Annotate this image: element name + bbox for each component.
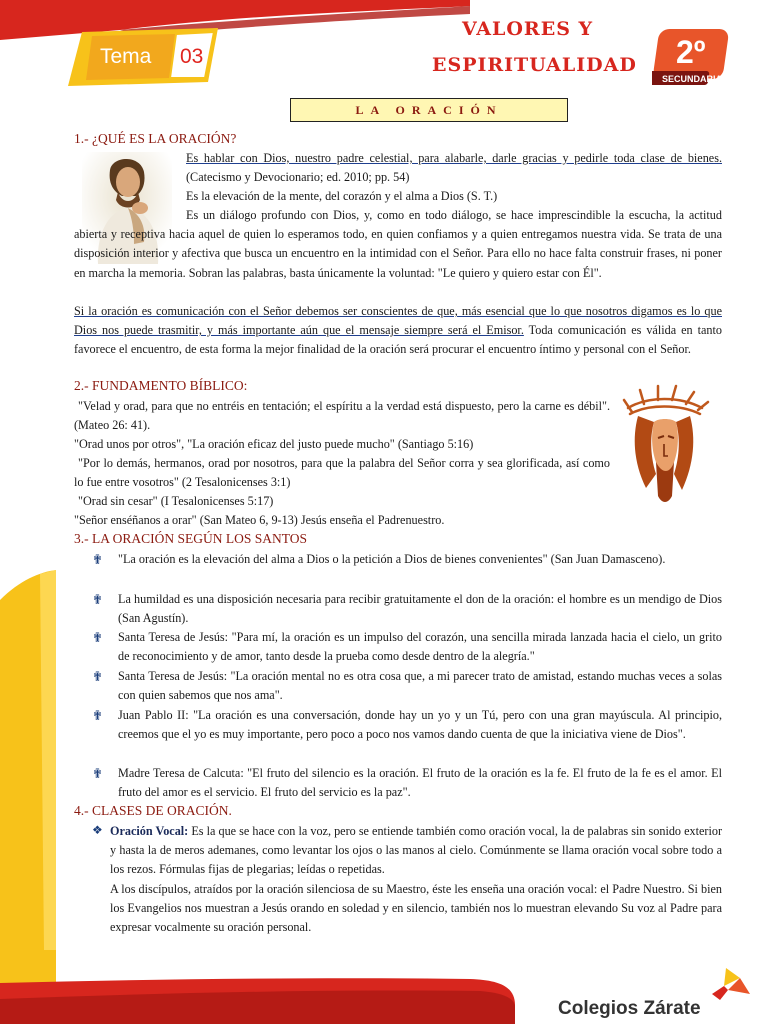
bible-quote-5: "Señor enséñanos a orar" (San Mateo 6, 9-13) Jesús enseña el Padrenuestro.: [74, 513, 445, 527]
cross-bullet-icon: ✟: [92, 630, 103, 645]
bible-quote-3: "Por lo demás, hermanos, orad por nosotros, para que la palabra del Señor corra y sea glorificada, así como lo fue entre vosotros" (2 Tesalonicenses 3:1): [74, 456, 610, 490]
saint-quote-1: "La oración es la elevación del alma a Dios o la petición a Dios de bienes convenientes" (San Juan Damasceno).: [118, 552, 666, 566]
footer-red-band: [0, 975, 520, 1024]
bible-quote-4: "Orad sin cesar" (I Tesalonicenses 5:17): [78, 494, 274, 508]
definition-1-underlined: Es hablar con Dios, nuestro padre celestial, para alabarle, darle gracias y pedirle toda clase de bienes.: [186, 151, 722, 165]
bible-quote-2: "Orad unos por otros", "La oración eficaz del justo puede mucho" (Santiago 5:16): [74, 437, 474, 451]
grade-level: SECUNDARIA: [662, 74, 723, 84]
cross-bullet-icon: ✟: [92, 766, 103, 781]
bible-quote-1: "Velad y orad, para que no entréis en tentación; el espíritu a la verdad está dispuesto, pero la carne es débil". (Mateo 26: 41).: [74, 399, 610, 433]
vocal-prayer-paragraph-2: A los discípulos, atraídos por la oración silenciosa de su Maestro, éste les enseña una oración vocal: el Padre Nuestro. Si bien los Evangelios nos muestran a Jesús orando en soledad y en silencio, también nos lo muestran elevando Su voz al Padre para expresar vocalmente su oración personal.: [110, 882, 722, 935]
saint-quote-2: La humildad es una disposición necesaria para recibir gratuitamente el don de la oración: el hombre es un mendigo de Dios (San Agustín).: [118, 592, 722, 626]
saint-quote-3: Santa Teresa de Jesús: "Para mí, la oración es un impulso del corazón, una sencilla mirada lanzada hacia el cielo, un grito de reconocimiento y de amor, tanto desde la prueba como desde dentro de la alegría.": [118, 630, 722, 664]
definition-4-underlined: Si la oración es comunicación con el Señor debemos ser conscientes de que, más esencial que lo que nosotros digamos es lo que Dios nos puede trasmitir, y más importante aún que el mensaje siempre será el Emisor.: [74, 304, 722, 338]
cross-bullet-icon: ✟: [92, 552, 103, 567]
definition-4-rest: Toda comunicación es válida en tanto favorece el encuentro, de esta forma la mejor finalidad de la oración será procurar el encuentro íntimo y personal con el Señor.: [74, 323, 722, 357]
subject-title-line2: ESPIRITUALIDAD: [432, 54, 637, 76]
cross-bullet-icon: ✟: [92, 708, 103, 723]
saint-quote-4: Santa Teresa de Jesús: "La oración mental no es otra cosa que, a mi parecer trato de amistad, estando muchas veces a solas con quien sabemos que nos ama".: [118, 669, 722, 703]
definition-3: Es un diálogo profundo con Dios, y, como en todo diálogo, se hace imprescindible la escucha, la actitud abierta y receptiva hacia aquel de quien lo esperamos todo, en quien confiamos y a quien entregamos nuestra vida. Se trata de una disposición interior y afectiva que busca un encuentro en la intimidad con el Señor. Para ello no hace falta construir frases, ni poner en marcha la memoria. Sobran las palabras, basta únicamente la voluntad: "Le quiero y quiero estar con Él".: [74, 208, 722, 280]
vocal-prayer-term: Oración Vocal:: [110, 824, 189, 838]
left-yellow-band: [0, 570, 60, 1024]
grade-number: 2º: [676, 34, 706, 70]
vocal-prayer-paragraph: [110, 822, 722, 880]
grade-badge: [652, 25, 734, 91]
definition-1-ref: (Catecismo y Devocionario; ed. 2010; pp. 54): [186, 170, 410, 185]
cross-bullet-icon: ✟: [92, 592, 103, 607]
saint-quote-6: Madre Teresa de Calcuta: "El fruto del silencio es la oración. El fruto de la oración es la fe. El fruto de la fe es el amor. El fruto del amor es el servicio. El fruto del servicio es la paz".: [118, 766, 722, 800]
subject-title-line1: VALORES Y: [462, 18, 594, 40]
section-3-heading: 3.- LA ORACIÓN SEGÚN LOS SANTOS: [74, 531, 308, 546]
section-4-heading: 4.- CLASES DE ORACIÓN.: [74, 803, 232, 818]
christ-crown-of-thorns-image: [618, 378, 710, 508]
page-title: LA ORACIÓN: [290, 98, 568, 122]
definition-1: [186, 149, 722, 187]
section-2-heading: 2.- FUNDAMENTO BÍBLICO:: [74, 378, 248, 393]
tema-label: Tema: [100, 45, 152, 68]
section-1-heading: 1.- ¿QUÉ ES LA ORACIÓN?: [74, 131, 237, 146]
cross-bullet-icon: ✟: [92, 669, 103, 684]
tema-number: 03: [180, 45, 204, 68]
definition-2: Es la elevación de la mente, del corazón y el alma a Dios (S. T.): [186, 189, 498, 203]
diamond-bullet-icon: ❖: [92, 823, 103, 837]
definition-4: [74, 302, 722, 360]
colegios-zarate-logo-icon: [712, 966, 752, 1006]
colegios-zarate-logo-text: Colegios Zárate: [558, 998, 701, 1019]
vocal-prayer-text: Es la que se hace con la voz, pero se entiende también como oración vocal, la de palabras sin sonido exterior y hasta la de meros ademanes, como levantar los ojos o las manos al cielo. Comúnmente se llama oración vocal sobre todo a los rezos. Fórmulas fijas de plegarias; leídas o repetidas.: [110, 824, 723, 877]
saint-quote-5: Juan Pablo II: "La oración es una conversación, donde hay un yo y un Tú, pero con una gran mayúscula. Al principio, creemos que el yo es muy importante, pero poco a poco nos vamos dando cuenta de que la iniciativa viene de Dios".: [118, 708, 722, 742]
